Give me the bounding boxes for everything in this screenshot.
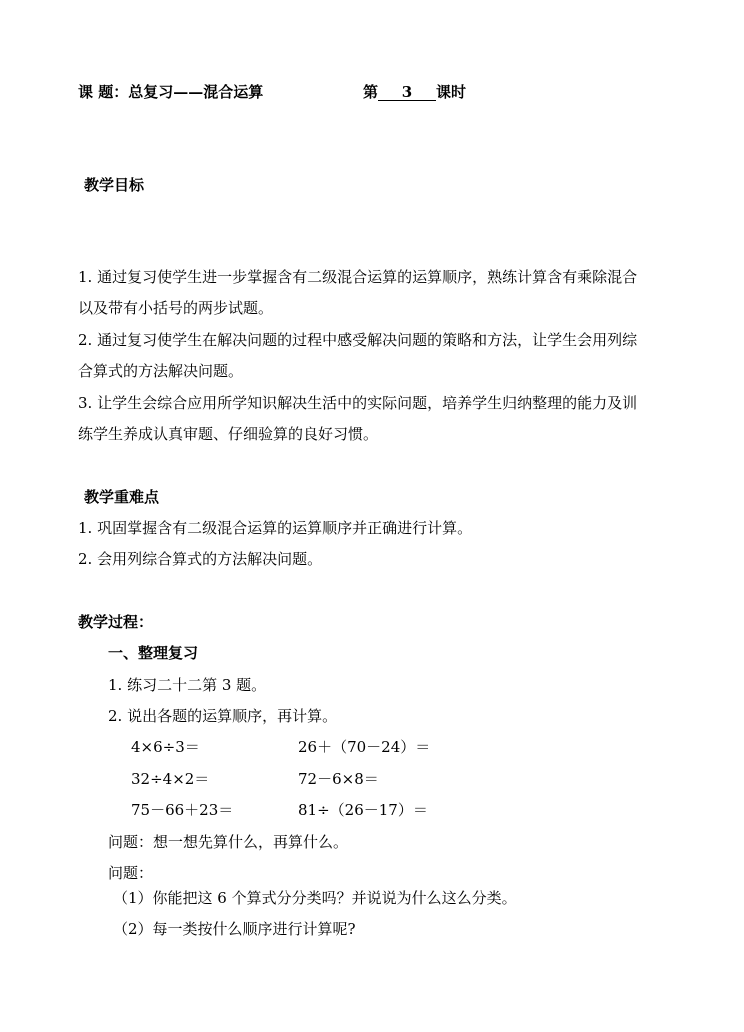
key-point-line: 1. 巩固掌握含有二级混合运算的运算顺序并正确进行计算。 (78, 519, 473, 537)
process-heading: 教学过程： (78, 613, 154, 631)
objective-line: 3. 让学生会综合应用所学知识解决生活中的实际问题，培养学生归纳整理的能力及训 (78, 394, 638, 412)
lesson-number-line (363, 82, 466, 102)
lesson-suffix: 课时 (436, 83, 467, 101)
sub-question: （1）你能把这 6 个算式分分类吗？并说说为什么这么分类。 (113, 889, 517, 907)
lesson-title: 课 题：总复习——混合运算 (78, 83, 264, 101)
objectives-heading: 教学目标 (84, 176, 145, 194)
exercise-item: 72－6×8＝ (298, 770, 379, 788)
objective-line: 2. 通过复习使学生在解决问题的过程中感受解决问题的策略和方法，让学生会用列综 (78, 331, 638, 349)
sub-question: （2）每一类按什么顺序进行计算呢? (113, 920, 356, 938)
key-points-heading: 教学重难点 (84, 488, 160, 506)
exercise-item: 75－66＋23＝ (131, 801, 234, 819)
exercise-item: 32÷4×2＝ (131, 770, 210, 788)
exercise-item: 26＋（70－24）＝ (298, 738, 431, 756)
objective-line: 练学生养成认真审题、仔细验算的良好习惯。 (78, 425, 379, 443)
step-line: 1. 练习二十二第 3 题。 (108, 676, 267, 694)
question-line: 问题：想一想先算什么，再算什么。 (108, 833, 349, 851)
lesson-number: 3 (378, 84, 436, 101)
key-point-line: 2. 会用列综合算式的方法解决问题。 (78, 550, 323, 568)
question-label: 问题： (108, 864, 154, 882)
section-heading: 一、整理复习 (108, 644, 199, 662)
objective-line: 1. 通过复习使学生进一步掌握含有二级混合运算的运算顺序，熟练计算含有乘除混合 (78, 268, 638, 286)
exercise-item: 4×6÷3＝ (131, 738, 200, 756)
lesson-prefix: 第 (363, 83, 379, 101)
exercise-item: 81÷（26－17）＝ (298, 801, 428, 819)
objective-line: 以及带有小括号的两步试题。 (78, 299, 274, 317)
step-line: 2. 说出各题的运算顺序，再计算。 (108, 707, 338, 725)
objective-line: 合算式的方法解决问题。 (78, 362, 244, 380)
